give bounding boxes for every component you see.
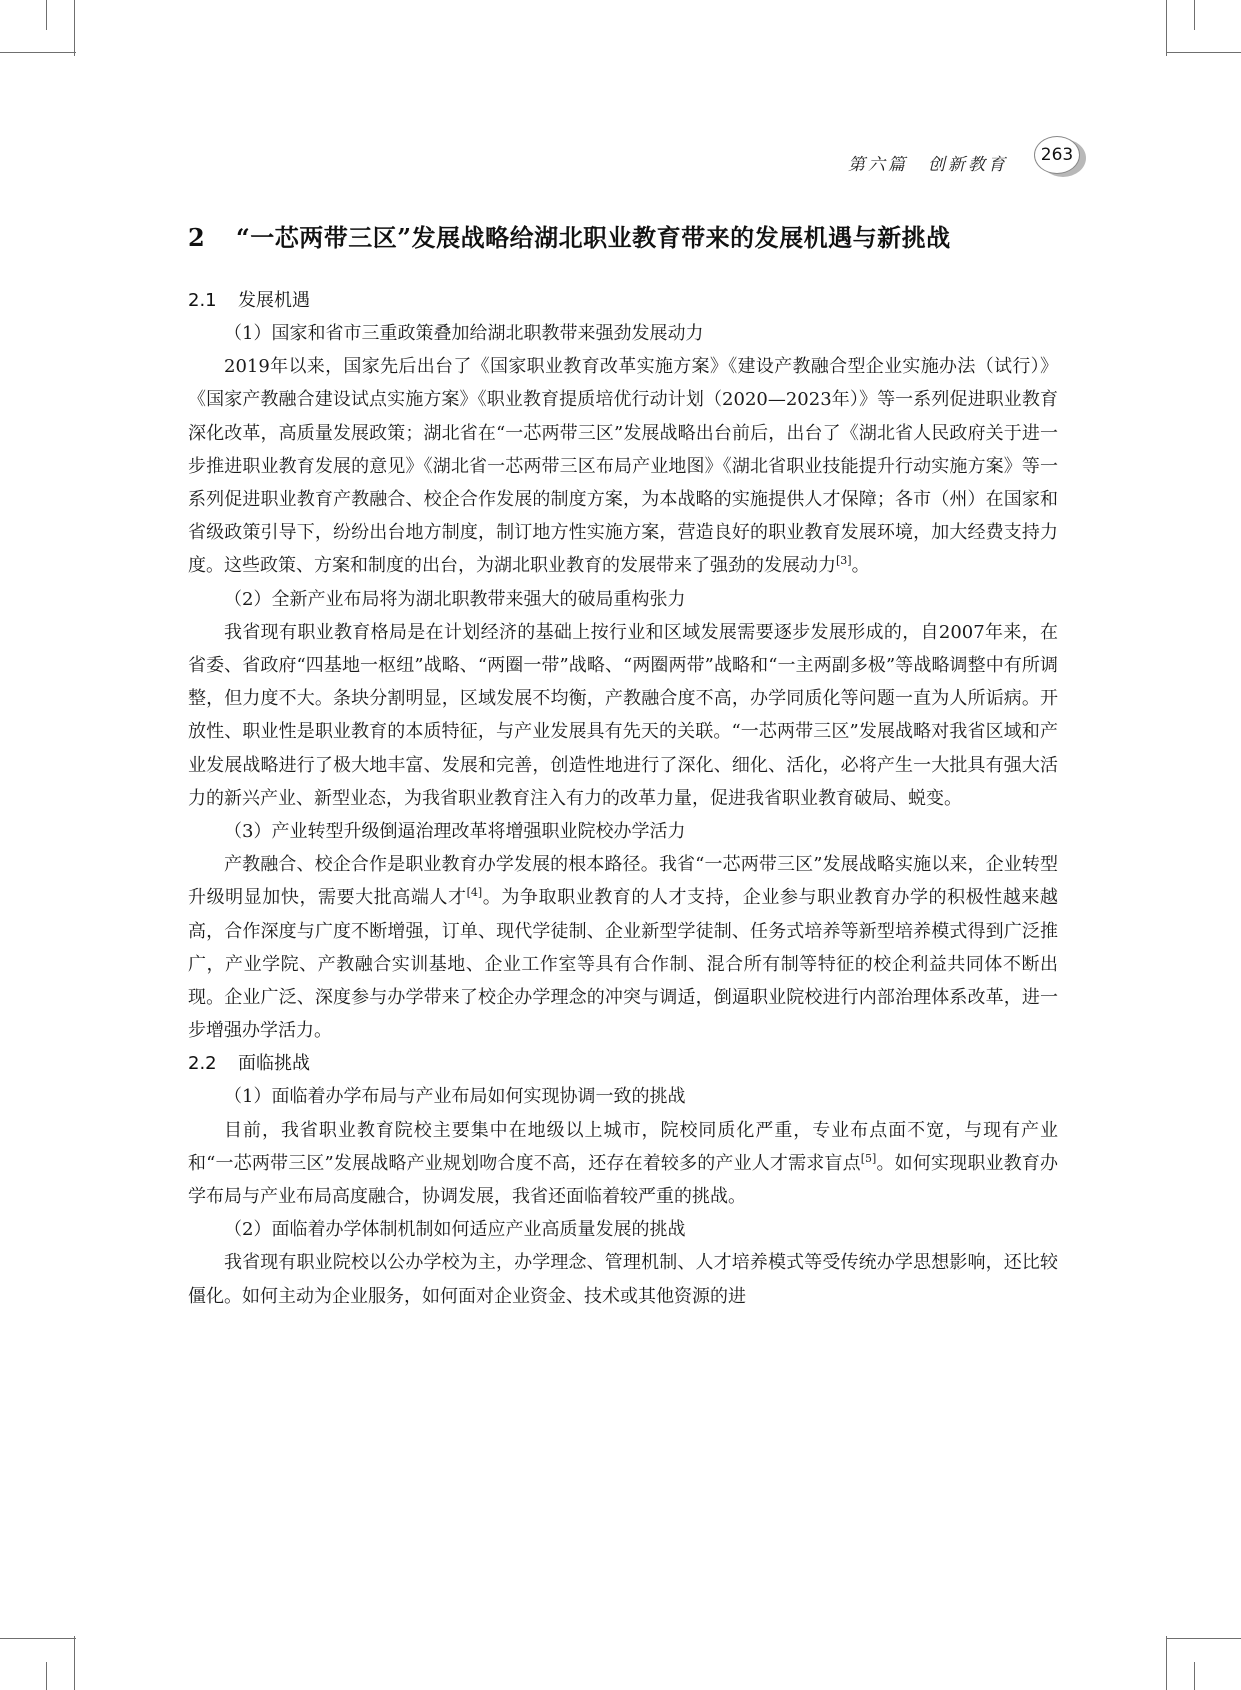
- citation-ref: [3]: [836, 554, 852, 568]
- section-title-text: “一芯两带三区”发展战略给湖北职业教育带来的发展机遇与新挑战: [236, 223, 951, 252]
- crop-mark: [74, 1636, 75, 1690]
- subsection-number: 2.2: [188, 1053, 217, 1075]
- crop-mark: [46, 0, 47, 30]
- crop-mark: [1194, 1662, 1195, 1690]
- item-heading: （2）面临着办学体制机制如何适应产业高质量发展的挑战: [224, 1219, 686, 1241]
- item-heading: （1）面临着办学布局与产业布局如何实现协调一致的挑战: [224, 1086, 686, 1108]
- paragraph-text: 目前，我省职业教育院校主要集中在地级以上城市，院校同质化严重，专业布点面不宽，与现有产业和“一芯两带三区”发展战略产业规划吻合度不高，还存在着较多的产业人才需求盲点: [188, 1119, 1058, 1174]
- crop-mark: [1166, 52, 1241, 53]
- item-heading: （3）产业转型升级倒逼治理改革将增强职业院校办学活力: [224, 821, 686, 843]
- paragraph: [188, 1114, 1058, 1214]
- crop-mark: [74, 0, 75, 56]
- page-number-badge: [1034, 136, 1086, 176]
- subsection-title-text: 发展机遇: [238, 290, 310, 311]
- paragraph-text: 。: [851, 555, 870, 577]
- citation-ref: [4]: [466, 886, 483, 900]
- page-number: 263: [1034, 136, 1080, 174]
- paragraph-text: 。为争取职业教育的人才支持，企业参与职业教育办学的积极性越来越高，合作深度与广度不断增强，订单、现代学徒制、企业新型学徒制、任务式培养等新型培养模式得到广泛推广，产业学院、产教融合实训基地、企业工作室等具有合作制、混合所有制等特征的校企利益共同体不断出现。企业广泛、深度参与办学带来了校企办学理念的冲突与调适，倒逼职业院校进行内部治理体系改革，进一步增强办学活力。: [188, 887, 1058, 1042]
- subsection-title-text: 面临挑战: [238, 1053, 310, 1075]
- crop-mark: [1166, 1636, 1167, 1690]
- subsection-title: [188, 284, 1058, 317]
- subsection-title: [188, 1047, 1058, 1080]
- subsection-number: 2.1: [188, 290, 217, 311]
- crop-mark: [1166, 0, 1167, 56]
- running-header: 第六篇 创新教育: [848, 155, 1008, 175]
- paragraph: [188, 848, 1058, 1047]
- crop-mark: [46, 1662, 47, 1690]
- paragraph-text: 产教融合、校企合作是职业教育办学发展的根本路径。我省“一芯两带三区”发展战略实施以来，企业转型升级明显加快，需要大批高端人才: [188, 854, 1058, 909]
- crop-mark: [0, 1638, 76, 1639]
- paragraph: 我省现有职业教育格局是在计划经济的基础上按行业和区域发展需要逐步发展形成的，自2007年来，在省委、省政府“四基地一枢纽”战略、“两圈一带”战略、“两圈两带”战略和“一主两副多极”等战略调整中有所调整，但力度不大。条块分割明显，区域发展不均衡，产教融合度不高，办学同质化等问题一直为人所诟病。开放性、职业性是职业教育的本质特征，与产业发展具有先天的关联。“一芯两带三区”发展战略对我省区域和产业发展战略进行了极大地丰富、发展和完善，创造性地进行了深化、细化、活化，必将产生一大批具有强大活力的新兴产业、新型业态，为我省职业教育注入有力的改革力量，促进我省职业教育破局、蜕变。: [188, 621, 1058, 809]
- citation-ref: [5]: [860, 1151, 877, 1165]
- page-content: [188, 214, 1058, 1313]
- paragraph-text: 。如何实现职业教育办学布局与产业布局高度融合，协调发展，我省还面临着较严重的挑战。: [188, 1152, 1058, 1208]
- section-title: [188, 214, 1058, 262]
- crop-mark: [1194, 0, 1195, 30]
- item-heading: （1）国家和省市三重政策叠加给湖北职教带来强劲发展动力: [224, 323, 704, 344]
- section-number: 2: [188, 223, 206, 252]
- crop-mark: [0, 52, 76, 53]
- paragraph-text: 2019年以来，国家先后出台了《国家职业教育改革实施方案》《建设产教融合型企业实施办法（试行）》《国家产教融合建设试点实施方案》《职业教育提质培优行动计划（2020—2023年）》等一系列促进职业教育深化改革，高质量发展政策；湖北省在“一芯两带三区”发展战略出台前后，出台了《湖北省人民政府关于进一步推进职业教育发展的意见》《湖北省一芯两带三区布局产业地图》《湖北省职业技能提升行动实施方案》等一系列促进职业教育产教融合、校企合作发展的制度方案，为本战略的实施提供人才保障；各市（州）在国家和省级政策引导下，纷纷出台地方制度，制订地方性实施方案，营造良好的职业教育发展环境，加大经费支持力度。这些政策、方案和制度的出台，为湖北职业教育的发展带来了强劲的发展动力: [188, 356, 1058, 577]
- crop-mark: [1166, 1638, 1241, 1639]
- paragraph: 我省现有职业院校以公办学校为主，办学理念、管理机制、人才培养模式等受传统办学思想影响，还比较僵化。如何主动为企业服务，如何面对企业资金、技术或其他资源的进: [188, 1252, 1058, 1307]
- item-heading: （2）全新产业布局将为湖北职教带来强大的破局重构张力: [224, 588, 686, 610]
- paragraph: [188, 350, 1058, 582]
